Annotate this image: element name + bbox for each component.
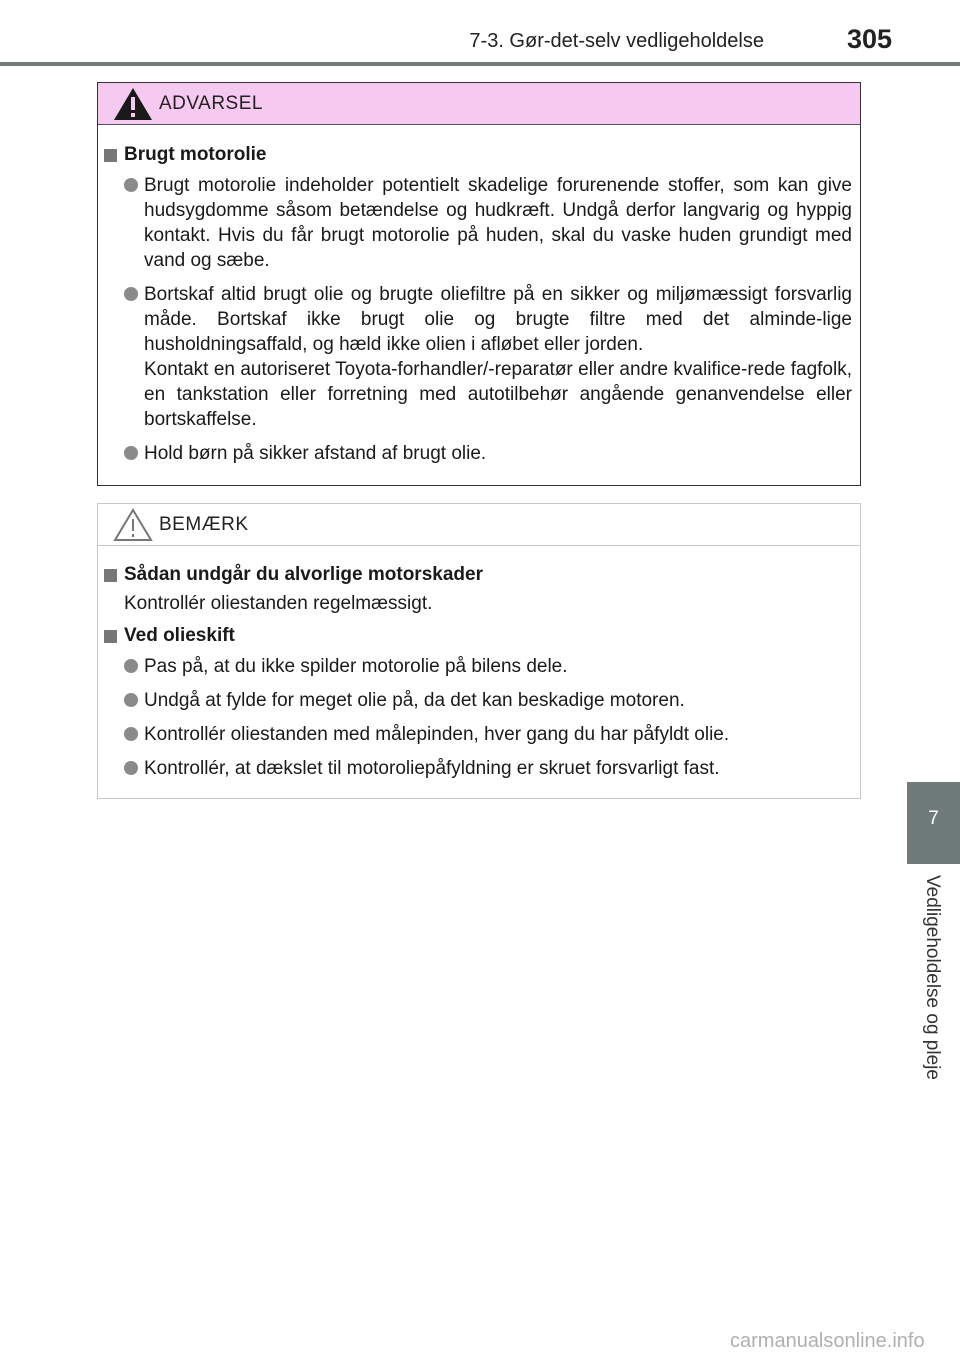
round-bullet-icon xyxy=(124,727,138,741)
square-bullet-icon xyxy=(104,630,117,643)
list-item xyxy=(124,756,860,781)
list-item xyxy=(124,654,860,679)
section-heading: Sådan undgår du alvorlige motorskader xyxy=(124,564,483,585)
bullet-text: Bortskaf altid brugt olie og brugte oliefiltre på en sikker og miljømæssigt forsvarlig måde. Bortskaf ikke brugt olie og brugte filtre med det alminde-lige husholdningsaffald, og hæld ikke olien i afløbet eller jorden. xyxy=(144,284,852,355)
list-item xyxy=(124,688,860,713)
square-bullet-icon xyxy=(104,149,117,162)
round-bullet-icon xyxy=(124,761,138,775)
warning-header xyxy=(98,83,860,125)
bullet-text: Kontrollér, at dækslet til motoroliepåfyldning er skruet forsvarligt fast. xyxy=(144,758,720,779)
bullet-text: Brugt motorolie indeholder potentielt skadelige forurenende stoffer, som kan give hudsygdomme såsom betændelse og hudkræft. Undgå derfor langvarig og hyppig kontakt. Hvis du får brugt motorolie på huden, skal du vaske huden grundigt med vand og sæbe. xyxy=(144,175,852,271)
notice-label: BEMÆRK xyxy=(159,514,249,535)
notice-box xyxy=(97,503,861,799)
warning-label: ADVARSEL xyxy=(159,93,263,114)
list-item xyxy=(124,282,860,432)
section-heading: Brugt motorolie xyxy=(124,144,267,165)
warning-triangle-outline-icon xyxy=(113,508,153,547)
round-bullet-icon xyxy=(124,287,138,301)
notice-header xyxy=(98,504,860,546)
notice-section xyxy=(98,624,860,781)
header-divider xyxy=(0,62,960,66)
round-bullet-icon xyxy=(124,446,138,460)
section-title: 7-3. Gør-det-selv vedligeholdelse xyxy=(469,30,764,52)
chapter-label-text: Vedligeholdelse og pleje xyxy=(922,875,943,1080)
bullet-text: Hold børn på sikker afstand af brugt olie. xyxy=(144,443,487,464)
round-bullet-icon xyxy=(124,693,138,707)
notice-section xyxy=(98,563,860,616)
round-bullet-icon xyxy=(124,178,138,192)
bullet-text: Pas på, at du ikke spilder motorolie på bilens dele. xyxy=(144,656,568,677)
section-text: Kontrollér oliestanden regelmæssigt. xyxy=(124,593,433,614)
warning-box xyxy=(97,82,861,486)
section-heading: Ved olieskift xyxy=(124,625,235,646)
list-item xyxy=(124,173,860,273)
bullet-text: Kontrollér oliestanden med målepinden, hver gang du har påfyldt olie. xyxy=(144,724,730,745)
list-item xyxy=(124,441,860,466)
watermark: carmanualsonline.info xyxy=(730,1330,925,1352)
bullet-text-continued: Kontakt en autoriseret Toyota-forhandler/-reparatør eller andre kvalifice-rede fagfolk, en tankstation eller forretning med autotilbehør angående genanvendelse eller bortskaffelse. xyxy=(144,359,852,430)
chapter-number: 7 xyxy=(928,808,939,829)
square-bullet-icon xyxy=(104,569,117,582)
warning-triangle-filled-icon xyxy=(113,87,153,126)
chapter-tab xyxy=(907,782,960,864)
list-item xyxy=(124,722,860,747)
round-bullet-icon xyxy=(124,659,138,673)
warning-section xyxy=(98,143,860,466)
bullet-text: Undgå at fylde for meget olie på, da det kan beskadige motoren. xyxy=(144,690,685,711)
page-number: 305 xyxy=(846,24,892,54)
